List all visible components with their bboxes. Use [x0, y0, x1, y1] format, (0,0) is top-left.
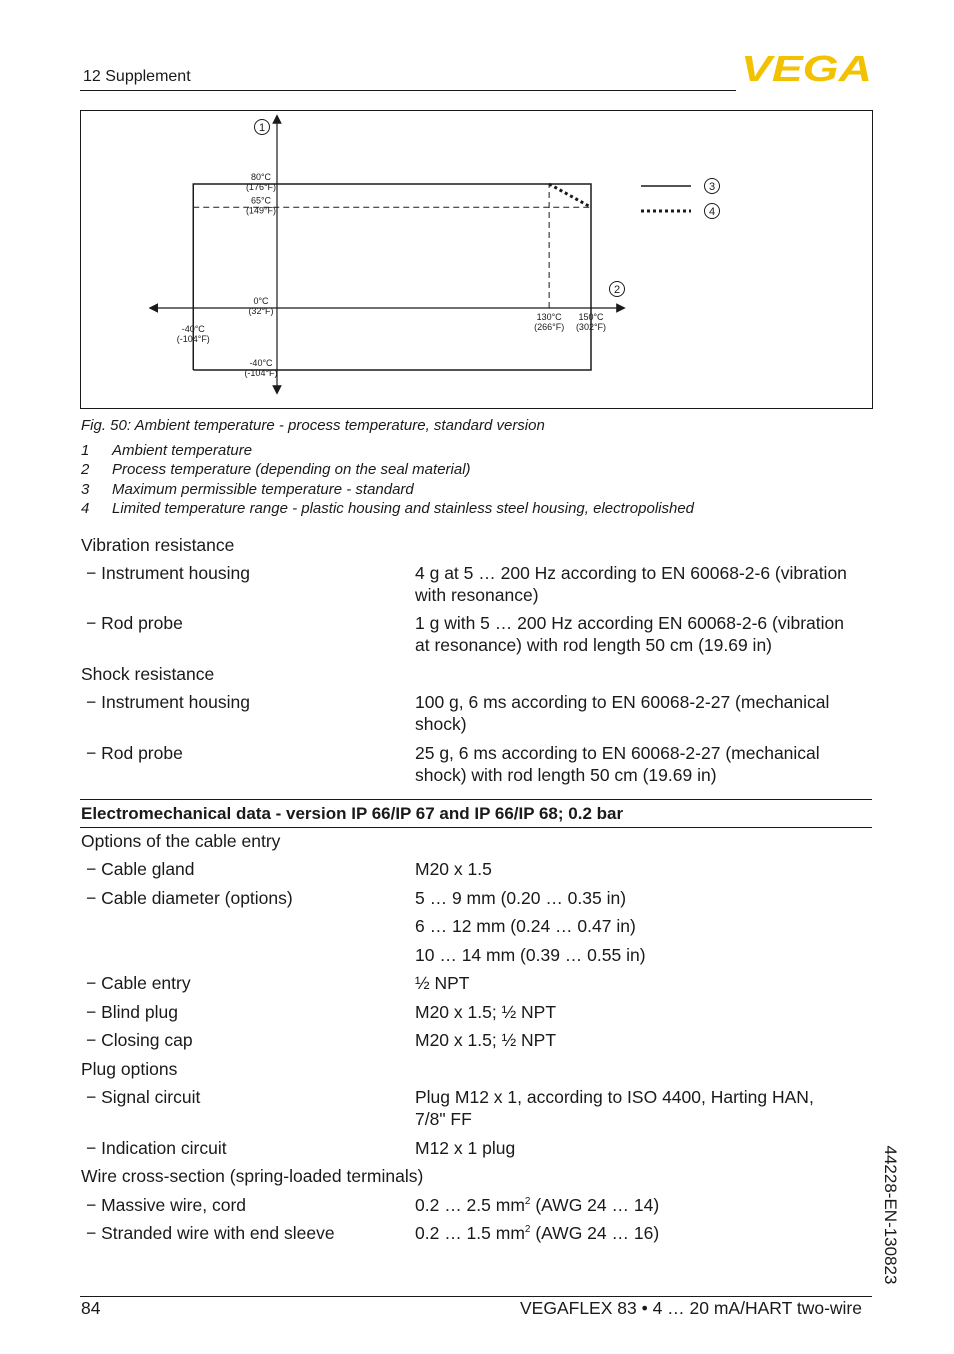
- spec-value: 1 g with 5 … 200 Hz according EN 60068-2-6 (vibration at resonance) with rod length 50 cm (19.69 in): [415, 613, 844, 655]
- spec-label: − Rod probe: [86, 743, 183, 763]
- x-tick-label: 130°C: [536, 312, 562, 322]
- legend-item: 1 Ambient temperature: [81, 442, 253, 459]
- y-tick-label: (32°F): [248, 306, 274, 316]
- page-number: 84: [81, 1298, 101, 1318]
- spec-label: − Cable diameter (options): [86, 888, 293, 908]
- y-tick-label: 80°C: [250, 172, 272, 182]
- spec-label: − Stranded wire with end sleeve: [86, 1223, 335, 1243]
- spec-value: M12 x 1 plug: [415, 1138, 516, 1158]
- temperature-chart: [81, 111, 872, 408]
- spec-label: − Closing cap: [86, 1030, 193, 1050]
- spec-value: 4 g at 5 … 200 Hz according to EN 60068-2-6 (vibration with resonance): [415, 563, 847, 605]
- spec-label: − Massive wire, cord: [86, 1195, 247, 1215]
- wire-section-title: Wire cross-section (spring-loaded terminals): [81, 1166, 424, 1186]
- figure-caption: Fig. 50: Ambient temperature - process temperature, standard version: [81, 417, 545, 434]
- vibration-title: Vibration resistance: [81, 535, 235, 555]
- header-rule: [80, 90, 736, 91]
- x-tick-label: -40°C: [181, 324, 205, 334]
- spec-value: 10 … 14 mm (0.39 … 0.55 in): [415, 945, 646, 965]
- y-tick-label: 65°C: [250, 195, 272, 206]
- vega-logo: [741, 52, 873, 89]
- section-rule-top: [80, 799, 872, 800]
- section-header: 12 Supplement: [83, 68, 191, 85]
- product-name: VEGAFLEX 83 • 4 … 20 mA/HART two-wire: [520, 1298, 862, 1318]
- temperature-figure: [80, 110, 873, 409]
- y-tick-label: (-104°F): [244, 368, 278, 378]
- y-tick-label: (176°F): [245, 182, 277, 192]
- shock-title: Shock resistance: [81, 664, 215, 684]
- marker-ambient: 1: [258, 122, 266, 134]
- spec-value: 5 … 9 mm (0.20 … 0.35 in): [415, 888, 627, 908]
- footer-rule: [80, 1296, 872, 1297]
- spec-label: − Cable gland: [86, 859, 195, 879]
- svg-text:VEGA: VEGA: [741, 52, 872, 84]
- spec-value: ½ NPT: [415, 973, 470, 993]
- series-line: [549, 184, 591, 207]
- marker-limited: 4: [708, 206, 716, 218]
- spec-label: − Rod probe: [86, 613, 183, 633]
- spec-label: − Instrument housing: [86, 563, 250, 583]
- spec-value: 100 g, 6 ms according to EN 60068-2-27 (mechanical shock): [415, 692, 830, 734]
- section-rule-bottom: [80, 827, 872, 828]
- x-tick-label: (-104°F): [176, 334, 210, 344]
- spec-value: Plug M12 x 1, according to ISO 4400, Harting HAN, 7/8" FF: [415, 1087, 814, 1129]
- document-id: 44228-EN-130823: [881, 1145, 900, 1285]
- marker-max: 3: [708, 181, 716, 193]
- spec-label: − Indication circuit: [86, 1138, 227, 1158]
- x-tick-label: (302°F): [575, 322, 607, 332]
- spec-value: 6 … 12 mm (0.24 … 0.47 in): [415, 916, 636, 936]
- x-tick-label: 150°C: [578, 312, 604, 322]
- y-tick-label: -40°C: [249, 358, 273, 368]
- spec-value: 25 g, 6 ms according to EN 60068-2-27 (mechanical shock) with rod length 50 cm (19.69 in): [415, 743, 820, 785]
- spec-value: 0.2 … 2.5 $mm^2$ (AWG 24 … 14): [415, 1195, 660, 1215]
- spec-value: M20 x 1.5; ½ NPT: [415, 1030, 557, 1050]
- y-tick-label: (149°F): [245, 205, 277, 216]
- spec-value: 0.2 … 1.5 $mm^2$ (AWG 24 … 16): [415, 1223, 660, 1243]
- marker-process: 2: [613, 284, 621, 296]
- spec-label: − Cable entry: [86, 973, 191, 993]
- x-tick-label: (266°F): [534, 322, 565, 332]
- legend-item: 3 Maximum permissible temperature - standard: [81, 481, 414, 498]
- spec-label: − Signal circuit: [86, 1087, 201, 1107]
- legend-item: 2 Process temperature (depending on the seal material): [81, 461, 471, 478]
- y-tick-label: 0°C: [253, 296, 269, 306]
- plug-options-title: Plug options: [81, 1059, 178, 1079]
- spec-value: M20 x 1.5: [415, 859, 492, 879]
- section-title: Electromechanical data - version IP 66/IP 67 and IP 66/IP 68; 0.2 bar: [81, 804, 624, 823]
- legend-item: 4 Limited temperature range - plastic housing and stainless steel housing, electropolished: [81, 500, 695, 517]
- spec-label: − Blind plug: [86, 1002, 178, 1022]
- spec-label: − Instrument housing: [86, 692, 250, 712]
- spec-value: M20 x 1.5; ½ NPT: [415, 1002, 557, 1022]
- cable-options-title: Options of the cable entry: [81, 831, 281, 851]
